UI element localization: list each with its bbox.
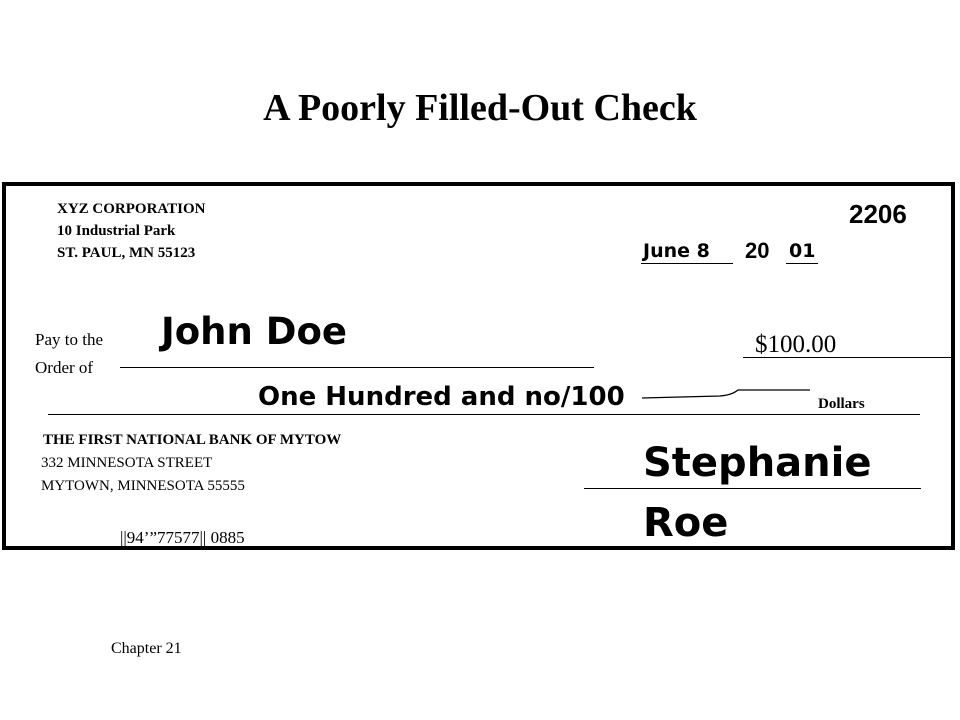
amount-fill-stroke [640, 386, 815, 406]
date-underline [641, 263, 733, 264]
dollars-label: Dollars [818, 396, 865, 412]
order-of-label: Order of [35, 358, 94, 377]
amount-box-line [743, 357, 955, 358]
date-month-day: June 8 [643, 240, 710, 262]
year-underline [786, 263, 818, 264]
signature-line1: Stephanie [643, 440, 872, 486]
amount-numeric: $100.00 [755, 331, 837, 358]
signature-line2: Roe [643, 500, 729, 546]
payee-line [120, 367, 594, 368]
company-street: 10 Industrial Park [57, 223, 176, 239]
date-century: 20 [745, 238, 770, 263]
bank-street: 332 MINNESOTA STREET [41, 455, 213, 471]
bank-city: MYTOWN, MINNESOTA 55555 [41, 478, 245, 494]
signature-line [584, 488, 921, 489]
company-city: ST. PAUL, MN 55123 [57, 245, 196, 261]
date-year: 01 [789, 240, 816, 262]
check-number: 2206 [849, 199, 907, 229]
amount-words: One Hundred and no/100 [258, 382, 625, 412]
bank-name: THE FIRST NATIONAL BANK OF MYTOW [43, 432, 342, 448]
footer-chapter: Chapter 21 [111, 640, 182, 657]
dollars-line [48, 414, 920, 415]
company-name: XYZ CORPORATION [57, 201, 206, 217]
micr-line: ||94’”77577|| 0885 [120, 528, 245, 547]
payee-name: John Doe [161, 310, 347, 353]
pay-to-label: Pay to the [35, 330, 103, 349]
slide-title: A Poorly Filled-Out Check [263, 87, 697, 129]
